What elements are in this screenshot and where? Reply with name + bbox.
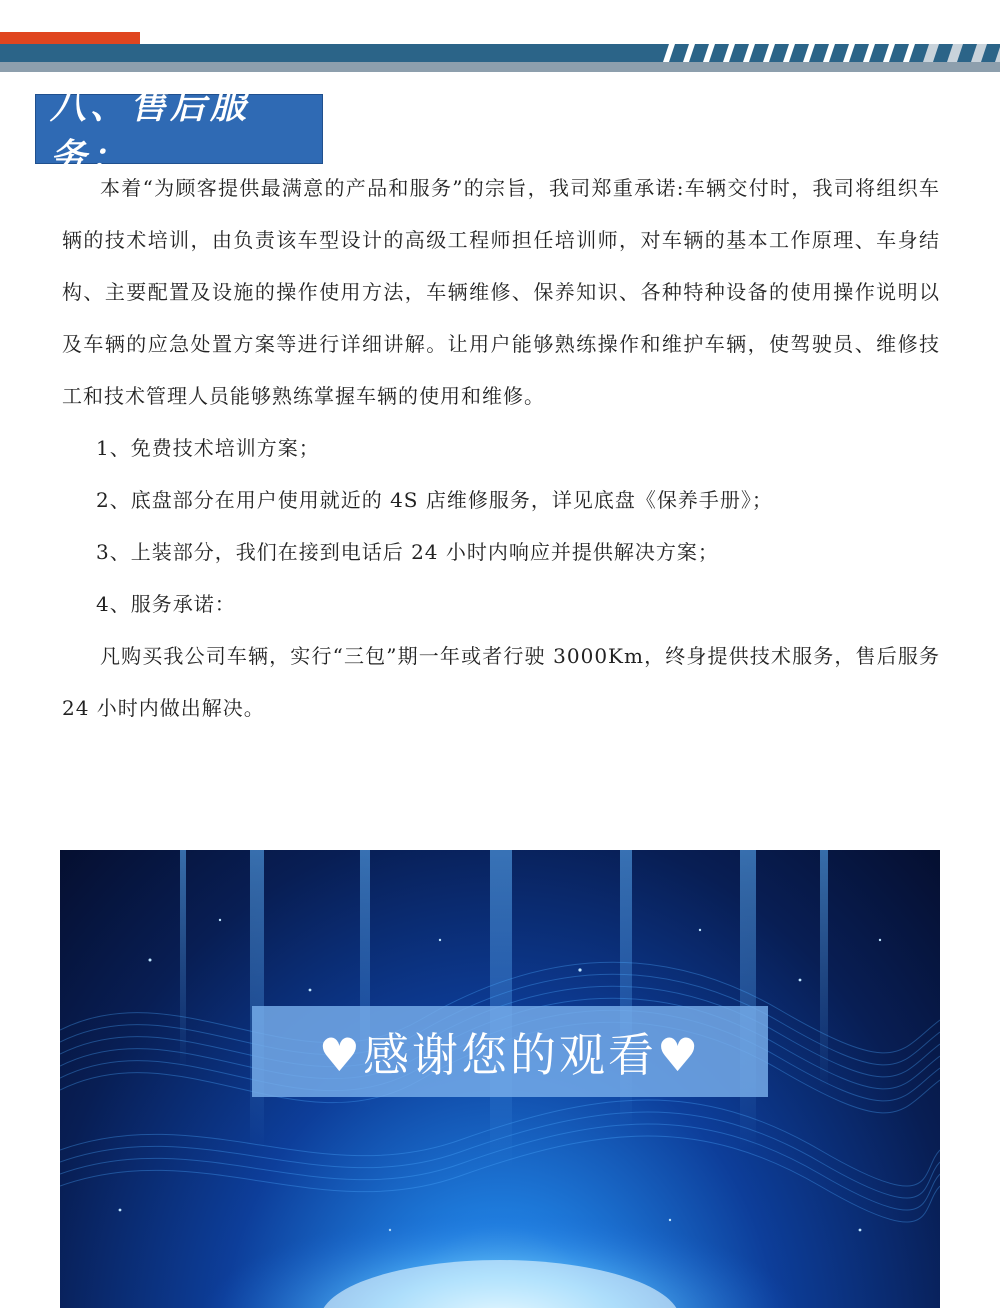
section-heading [35,85,323,178]
red-accent-bar [0,32,140,44]
promise-paragraph: 凡购买我公司车辆，实行“三包”期一年或者行驶 3000Km，终身提供技术服务，售后服务 24 小时内做出解决。 [62,644,940,720]
thanks-text: ♥感谢您的观看♥ [318,1027,702,1082]
thanks-label-box [252,1006,768,1097]
after-sales-content [62,162,940,734]
section-title: 八、售后服务： [50,85,251,178]
thanks-banner [60,850,940,1308]
list-item: 4、服务承诺： [96,592,236,616]
grey-header-bar [0,62,1000,72]
list-item: 1、免费技术培训方案； [96,436,320,460]
stripe-pattern [655,44,1000,62]
list-item: 2、底盘部分在用户使用就近的 4S 店维修服务，详见底盘《保养手册》； [96,488,773,512]
list-item: 3、上装部分，我们在接到电话后 24 小时内响应并提供解决方案； [96,540,719,564]
intro-paragraph: 本着“为顾客提供最满意的产品和服务”的宗旨，我司郑重承诺:车辆交付时，我司将组织车辆的技术培训，由负责该车型设计的高级工程师担任培训师，对车辆的基本工作原理、车身结构、主要配置及设施的操作使用方法，车辆维修、保养知识、各种特种设备的使用操作说明以及车辆的应急处置方案等进行详细讲解。让用户能够熟练操作和维护车辆，使驾驶员、维修技工和技术管理人员能够熟练掌握车辆的使用和维修。 [62,176,940,408]
top-decoration [0,0,1000,80]
